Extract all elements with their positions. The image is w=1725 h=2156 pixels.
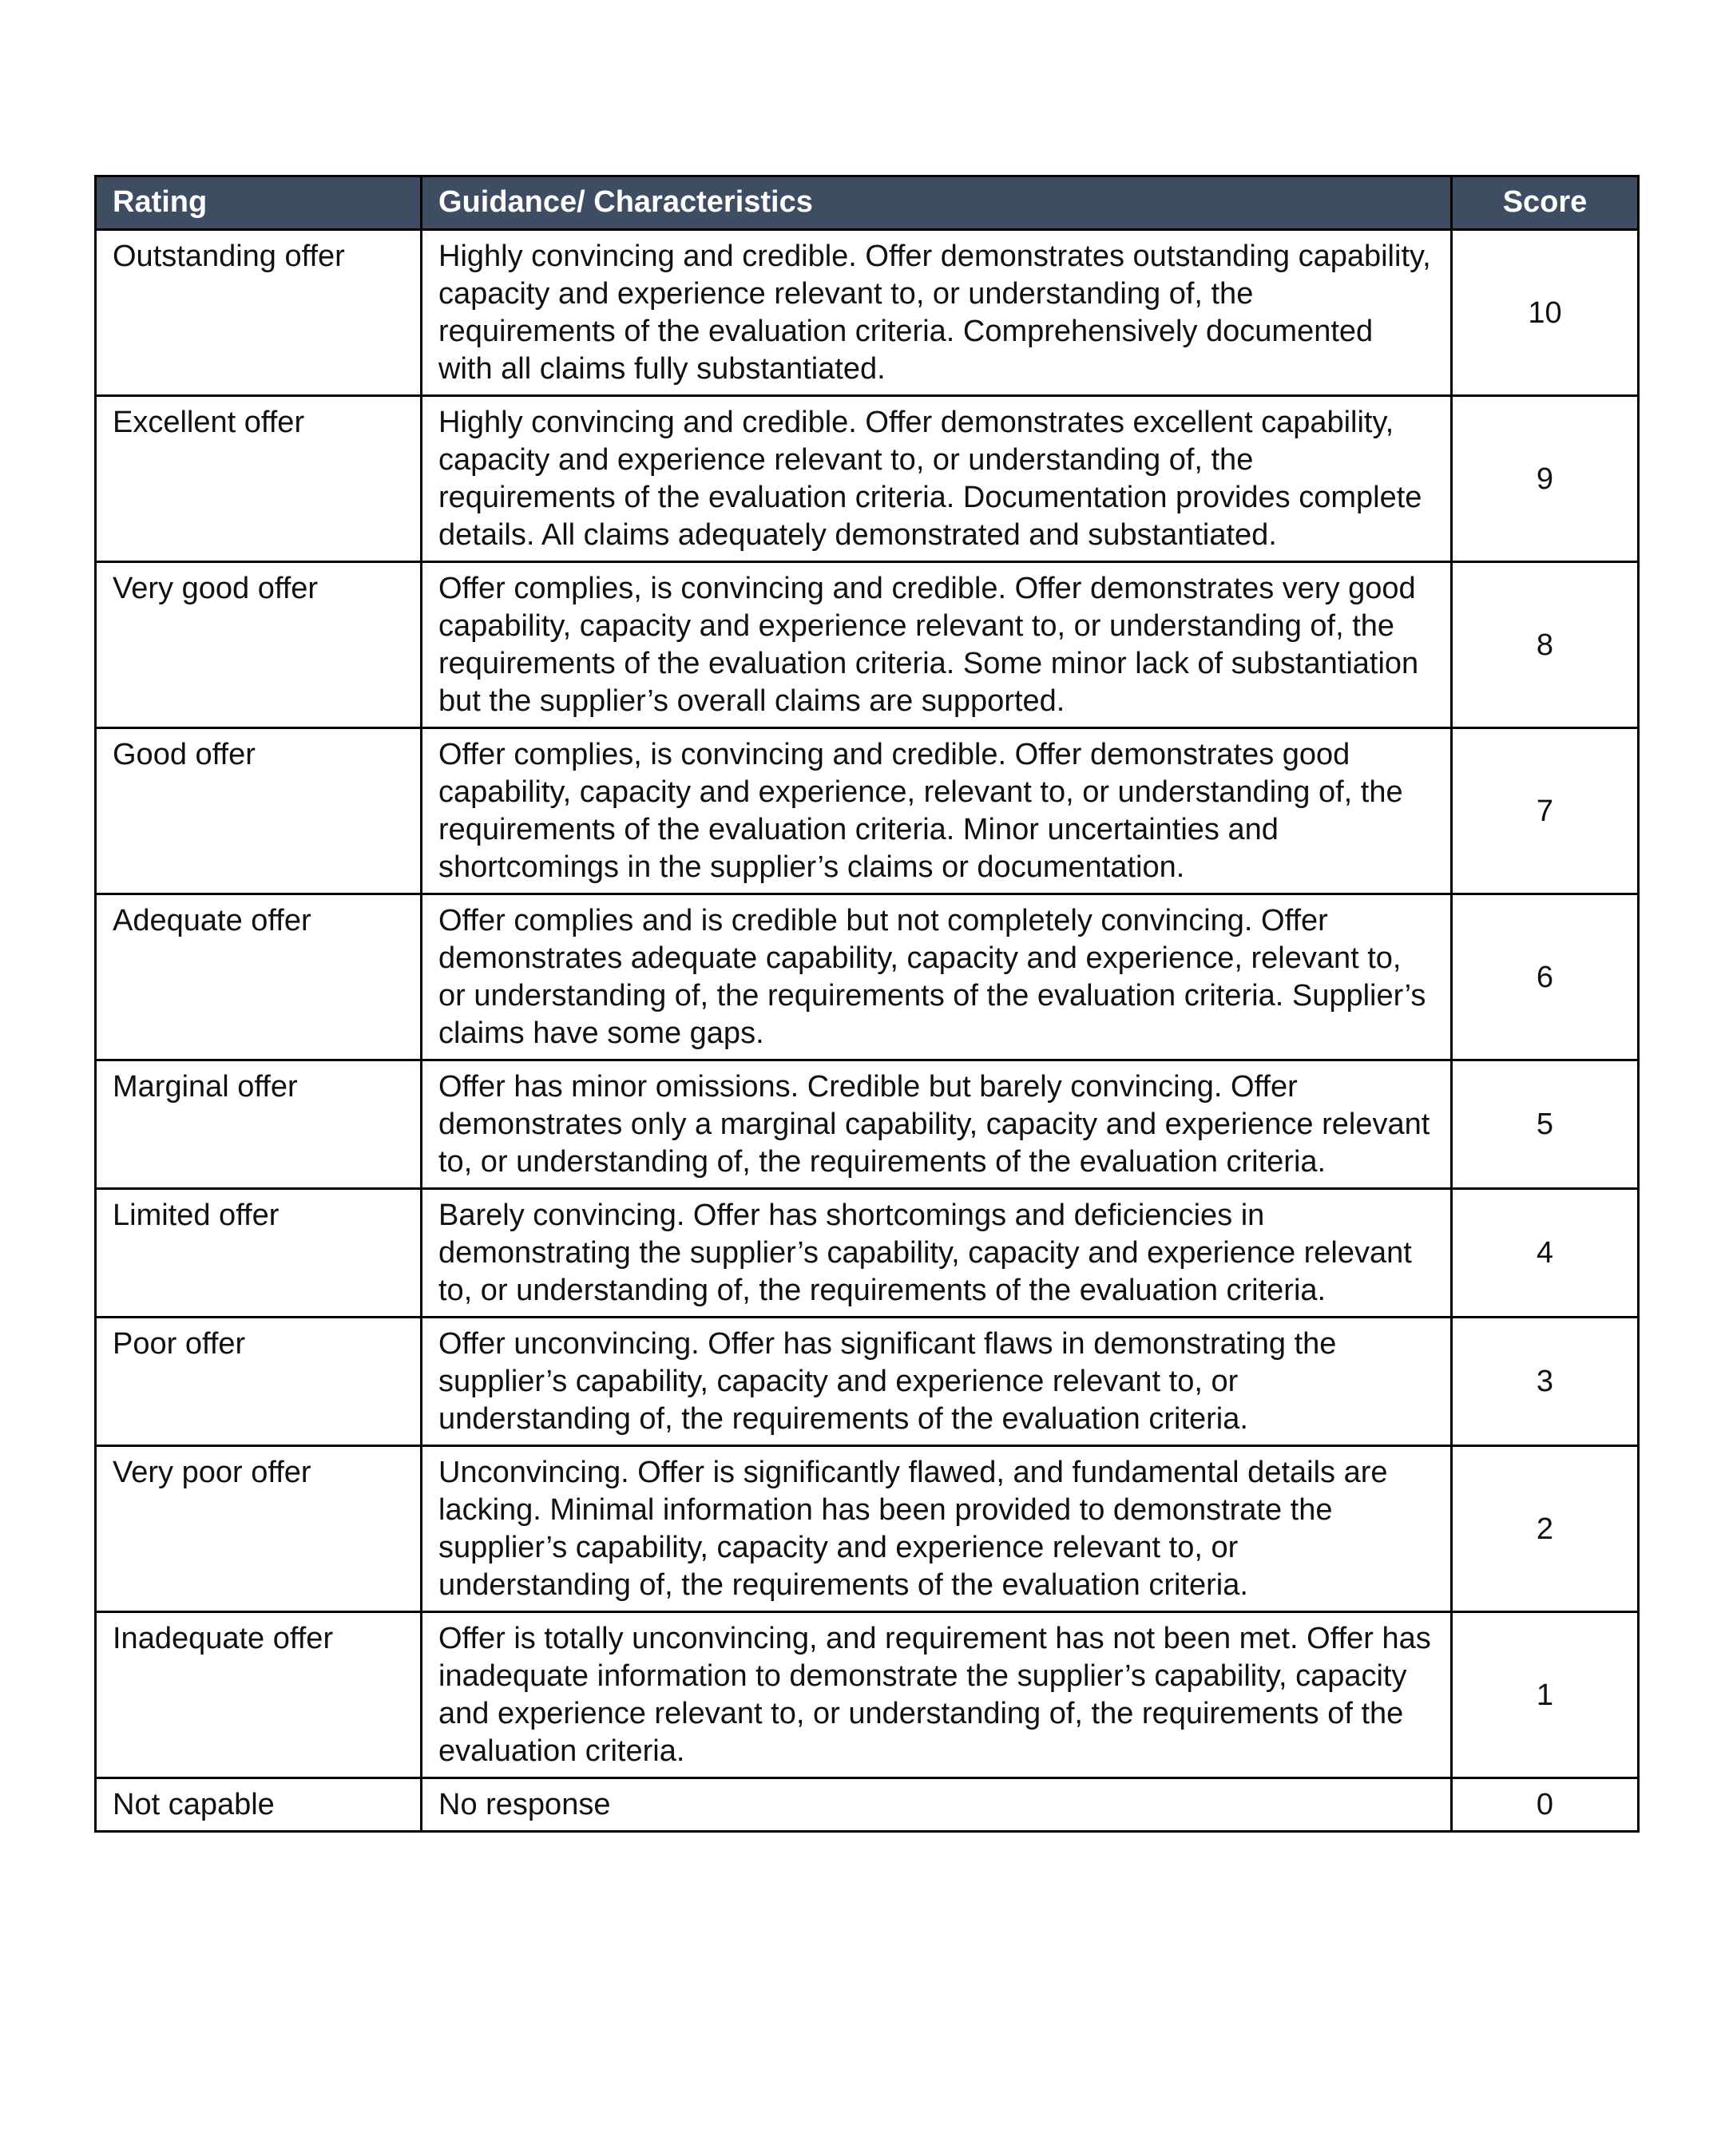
table-row xyxy=(96,230,1639,396)
rating-cell: Excellent offer xyxy=(96,396,422,562)
guidance-cell: Offer complies, is convincing and credible. Offer demonstrates good capability, capacity and experience, relevant to, or understanding of, the requirements of the evaluation criteria. Minor uncertainties and shortcomings in the supplier’s claims or documentation. xyxy=(422,728,1452,894)
score-cell: 5 xyxy=(1452,1060,1639,1189)
guidance-cell: Offer is totally unconvincing, and requirement has not been met. Offer has inadequate information to demonstrate the supplier’s capability, capacity and experience relevant to, or understanding of, the requirements of the evaluation criteria. xyxy=(422,1612,1452,1778)
guidance-cell: Barely convincing. Offer has shortcomings and deficiencies in demonstrating the supplier’s capability, capacity and experience relevant to, or understanding of, the requirements of the evaluation criteria. xyxy=(422,1189,1452,1318)
score-cell: 3 xyxy=(1452,1318,1639,1446)
score-cell: 4 xyxy=(1452,1189,1639,1318)
guidance-cell: Highly convincing and credible. Offer demonstrates outstanding capability, capacity and experience relevant to, or understanding of, the requirements of the evaluation criteria. Comprehensively documented with all claims fully substantiated. xyxy=(422,230,1452,396)
table-row xyxy=(96,1060,1639,1189)
table-row xyxy=(96,1318,1639,1446)
rating-cell: Very good offer xyxy=(96,562,422,728)
rating-cell: Adequate offer xyxy=(96,894,422,1060)
guidance-cell: Offer complies, is convincing and credible. Offer demonstrates very good capability, capacity and experience relevant to, or understanding of, the requirements of the evaluation criteria. Some minor lack of substantiation but the supplier’s overall claims are supported. xyxy=(422,562,1452,728)
rating-cell: Good offer xyxy=(96,728,422,894)
header-guidance: Guidance/ Characteristics xyxy=(422,176,1452,230)
table-row xyxy=(96,396,1639,562)
guidance-cell: No response xyxy=(422,1778,1452,1832)
rating-cell: Outstanding offer xyxy=(96,230,422,396)
table-row xyxy=(96,728,1639,894)
rating-cell: Not capable xyxy=(96,1778,422,1832)
rating-cell: Marginal offer xyxy=(96,1060,422,1189)
table-row xyxy=(96,562,1639,728)
rating-cell: Limited offer xyxy=(96,1189,422,1318)
table-row xyxy=(96,1612,1639,1778)
table-row xyxy=(96,1446,1639,1612)
score-cell: 2 xyxy=(1452,1446,1639,1612)
score-cell: 10 xyxy=(1452,230,1639,396)
table-row xyxy=(96,894,1639,1060)
guidance-cell: Offer has minor omissions. Credible but barely convincing. Offer demonstrates only a marginal capability, capacity and experience relevant to, or understanding of, the requirements of the evaluation criteria. xyxy=(422,1060,1452,1189)
rating-guidance-table-container xyxy=(94,175,1637,1833)
guidance-cell: Offer unconvincing. Offer has significant flaws in demonstrating the supplier’s capability, capacity and experience relevant to, or understanding of, the requirements of the evaluation criteria. xyxy=(422,1318,1452,1446)
table-header-row xyxy=(96,176,1639,230)
score-cell: 1 xyxy=(1452,1612,1639,1778)
table-row xyxy=(96,1778,1639,1832)
score-cell: 6 xyxy=(1452,894,1639,1060)
header-rating: Rating xyxy=(96,176,422,230)
rating-cell: Inadequate offer xyxy=(96,1612,422,1778)
score-cell: 9 xyxy=(1452,396,1639,562)
score-cell: 8 xyxy=(1452,562,1639,728)
header-score: Score xyxy=(1452,176,1639,230)
guidance-cell: Unconvincing. Offer is significantly flawed, and fundamental details are lacking. Minimal information has been provided to demonstrate the supplier’s capability, capacity and experience relevant to, or understanding of, the requirements of the evaluation criteria. xyxy=(422,1446,1452,1612)
guidance-cell: Highly convincing and credible. Offer demonstrates excellent capability, capacity and experience relevant to, or understanding of, the requirements of the evaluation criteria. Documentation provides complete details. All claims adequately demonstrated and substantiated. xyxy=(422,396,1452,562)
rating-cell: Very poor offer xyxy=(96,1446,422,1612)
score-cell: 7 xyxy=(1452,728,1639,894)
score-cell: 0 xyxy=(1452,1778,1639,1832)
rating-guidance-table xyxy=(94,175,1640,1833)
rating-cell: Poor offer xyxy=(96,1318,422,1446)
guidance-cell: Offer complies and is credible but not completely convincing. Offer demonstrates adequate capability, capacity and experience, relevant to, or understanding of, the requirements of the evaluation criteria. Supplier’s claims have some gaps. xyxy=(422,894,1452,1060)
table-row xyxy=(96,1189,1639,1318)
